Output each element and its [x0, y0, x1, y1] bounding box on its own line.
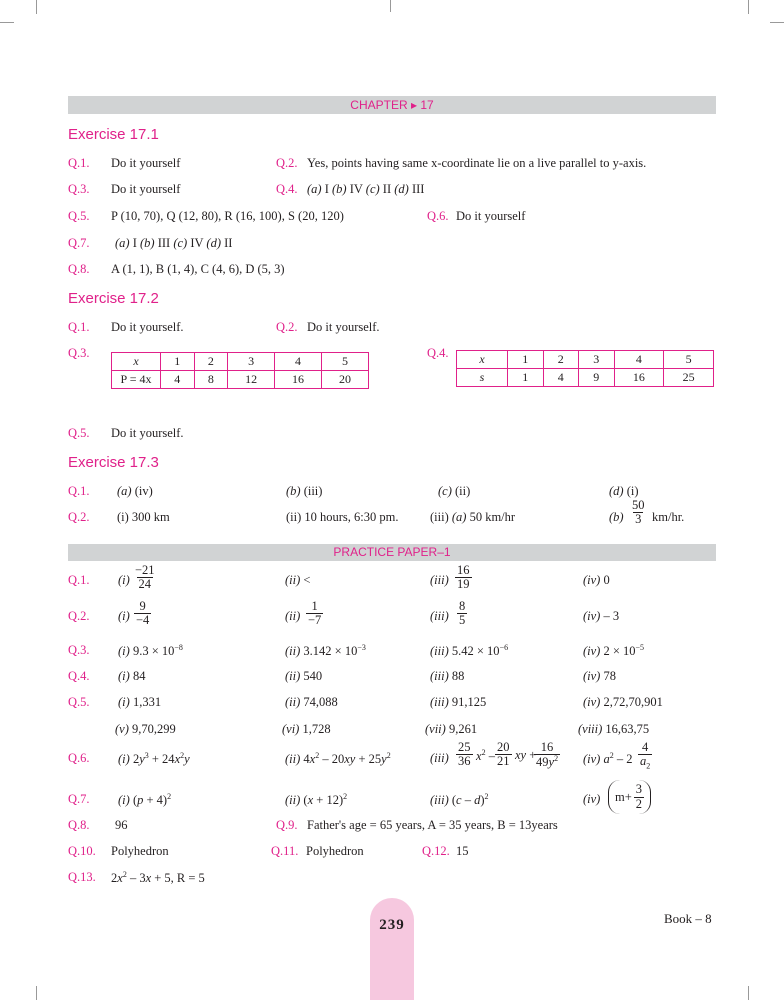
answer-text: (ii) 10 hours, 6:30 pm.: [286, 510, 399, 524]
option-marker: (a): [307, 182, 322, 196]
book-label: Book – 8: [664, 911, 712, 926]
exercise-17-1-title: Exercise 17.1: [68, 126, 159, 143]
option-marker: (a): [115, 236, 130, 250]
question-label: Q.7.: [68, 236, 90, 250]
answer-option: (iii) (c – d)$^2$: [430, 792, 489, 808]
answer-option: (ii) $3.142 \times 10^{-3}$: [285, 643, 366, 659]
table-cell: 4: [161, 371, 195, 389]
answer-option: (iv) 2,72,70,901: [583, 695, 663, 709]
question-label: Q.8.: [68, 818, 90, 832]
answer-option: (i) $9.3 \times 10^{-8}$: [118, 643, 183, 659]
question-label: Q.5.: [68, 426, 90, 440]
answer-options: [307, 182, 424, 197]
answer-text: III: [411, 182, 425, 196]
answer-option: (c) (ii): [438, 484, 471, 498]
answer-text: Polyhedron: [306, 844, 364, 858]
answer-option: (viii) 16,63,75: [578, 722, 650, 736]
exercise-17-2-title: Exercise 17.2: [68, 290, 159, 307]
answer-option: (d) (i): [609, 484, 639, 498]
question-label: Q.12.: [422, 844, 450, 858]
question-label: Q.2.: [68, 609, 90, 623]
question-label: Q.4.: [427, 346, 449, 360]
fraction: $\frac{4}{a_2}$: [640, 740, 651, 771]
answer-option: (vi) 1,728: [282, 722, 331, 736]
answer-text: Do it yourself: [456, 209, 526, 223]
question-label: Q.10.: [68, 844, 96, 858]
answer-text: Do it yourself.: [307, 320, 380, 334]
table-cell: 3: [579, 351, 615, 369]
exercise-17-3-title: Exercise 17.3: [68, 454, 159, 471]
page-number: 239: [379, 917, 405, 933]
fraction: $\frac{9}{-4}$: [136, 599, 150, 628]
crop-mark: [770, 22, 784, 23]
question-label: Q.5.: [68, 209, 90, 223]
table-cell: 2: [194, 353, 228, 371]
answer-text: II: [382, 182, 392, 196]
question-label: Q.4.: [276, 182, 298, 196]
question-label: Q.1.: [68, 320, 90, 334]
answer-option: (iii) (a) 50 km/hr: [430, 510, 516, 524]
option-marker: (d): [394, 182, 409, 196]
math-term: xy +: [515, 748, 537, 762]
answer-option: (a) (iv): [117, 484, 153, 498]
option-marker: (c): [173, 236, 188, 250]
answer-text: 96: [115, 818, 128, 832]
table-row: [112, 371, 369, 389]
answer-text: IV: [349, 182, 363, 196]
paren-expression: [608, 780, 651, 814]
table-cell: 1: [161, 353, 195, 371]
question-label: Q.6.: [427, 209, 449, 223]
answer-option: (ii) $4x^2 - 20xy + 25y^2$: [285, 751, 391, 767]
answer-text: Do it yourself: [111, 182, 181, 196]
answer-option: (ii) 74,088: [285, 695, 338, 709]
table-cell: 1: [508, 351, 544, 369]
table-cell: 9: [579, 369, 615, 387]
answer-option: (ii) $(x + 12)^2$: [285, 792, 348, 808]
table-cell: x: [112, 353, 161, 371]
table-cell: 25: [664, 369, 714, 387]
question-label: Q.5.: [68, 695, 90, 709]
question-label: Q.4.: [68, 669, 90, 683]
question-label: Q.3.: [68, 643, 90, 657]
table-row: [112, 353, 369, 371]
page-number-tab: [370, 898, 414, 1000]
fraction: $\frac{3}{2}$: [635, 782, 643, 811]
fraction: $\frac{-21}{24}$: [135, 563, 155, 592]
question-label: Q.13.: [68, 870, 96, 884]
table-cell: 3: [228, 353, 275, 371]
answer-options: [115, 236, 232, 251]
answer-text: I: [132, 236, 137, 250]
answer-option: (iv) $2 \times 10^{-5}$: [583, 643, 645, 659]
answer-option: (iii) 91,125: [430, 695, 487, 709]
option-marker: (c): [365, 182, 380, 196]
values-table-q4: [456, 350, 714, 387]
question-label: Q.1.: [68, 156, 90, 170]
answer-option: (iii) 88: [430, 669, 465, 683]
option-marker: (iii): [430, 573, 449, 587]
option-marker: (b): [332, 182, 347, 196]
question-label: Q.3.: [68, 346, 90, 360]
table-cell: 16: [614, 369, 664, 387]
option-marker: (d): [206, 236, 221, 250]
math-term: m+: [615, 789, 632, 804]
table-cell: 12: [228, 371, 275, 389]
answer-text: Do it yourself.: [111, 320, 184, 334]
table-cell: 5: [322, 353, 369, 371]
answer-option: (iii) $5.42 \times 10^{-6}$: [430, 643, 509, 659]
answer-option: (iv) 0: [583, 573, 610, 587]
answer-option: (ii) <: [285, 573, 311, 587]
question-label: Q.8.: [68, 262, 90, 276]
question-label: Q.7.: [68, 792, 90, 806]
fraction: $\frac{25}{36}$: [458, 740, 471, 769]
chapter-title: CHAPTER ▸ 17: [350, 98, 434, 112]
table-cell: 4: [543, 369, 579, 387]
answer-text: Do it yourself.: [111, 426, 184, 440]
fraction: $\frac{20}{21}$: [497, 740, 510, 769]
practice-paper-title: PRACTICE PAPER–1: [333, 545, 451, 559]
fraction: $\frac{1}{-7}$: [308, 599, 322, 628]
answer-option: (iv) – 3: [583, 609, 620, 623]
answer-text: Father's age = 65 years, A = 35 years, B = 13years: [307, 818, 558, 832]
option-marker: (i): [118, 609, 130, 623]
question-label: Q.11.: [271, 844, 299, 858]
answer-text: $2x^2 - 3x + 5$, R = 5: [111, 870, 205, 886]
option-marker: (ii): [285, 609, 301, 623]
crop-mark: [390, 0, 391, 12]
answer-option: (i) $2y^3 + 24x^2y$: [118, 751, 190, 767]
question-label: Q.2.: [68, 510, 90, 524]
crop-mark: [0, 22, 14, 23]
crop-mark: [36, 0, 37, 14]
question-label: Q.2.: [276, 156, 298, 170]
table-cell: 4: [275, 353, 322, 371]
question-label: Q.2.: [276, 320, 298, 334]
answer-text: IV: [190, 236, 204, 250]
option-marker: (iv): [583, 792, 601, 806]
table-cell: P = 4x: [112, 371, 161, 389]
table-cell: 4: [614, 351, 664, 369]
question-label: Q.1.: [68, 573, 90, 587]
option-marker: (b): [609, 510, 624, 524]
crop-mark: [748, 986, 749, 1000]
table-cell: x: [457, 351, 508, 369]
answer-text: Polyhedron: [111, 844, 169, 858]
option-marker: (b): [140, 236, 155, 250]
answer-text: P (10, 70), Q (12, 80), R (16, 100), S (20, 120): [111, 209, 344, 223]
fraction: $\frac{16}{49y^2}$: [536, 740, 559, 770]
answer-option: (ii) 540: [285, 669, 323, 683]
answer-option: (b) (iii): [286, 484, 323, 498]
question-label: Q.3.: [68, 182, 90, 196]
option-marker: (i): [118, 573, 130, 587]
table-cell: 20: [322, 371, 369, 389]
option-marker: (iv) $a^2 - 2$: [583, 751, 633, 767]
answer-option: (iv) 78: [583, 669, 616, 683]
question-label: Q.1.: [68, 484, 90, 498]
option-marker: (iii): [430, 609, 449, 623]
answer-option: (vii) 9,261: [425, 722, 478, 736]
answer-text: Yes, points having same x-coordinate lie on a live parallel to y-axis.: [307, 156, 647, 170]
table-cell: 16: [275, 371, 322, 389]
table-row: [457, 351, 714, 369]
answer-text: km/hr.: [652, 510, 685, 524]
option-marker: (iii): [430, 751, 449, 765]
crop-mark: [748, 0, 749, 14]
table-row: [457, 369, 714, 387]
fraction: $\frac{50}{3}$: [632, 498, 645, 527]
answer-text: III: [157, 236, 171, 250]
answer-option: (i) 1,331: [118, 695, 162, 709]
table-cell: 2: [543, 351, 579, 369]
values-table-q3: [111, 352, 369, 389]
fraction: $\frac{16}{19}$: [457, 563, 470, 592]
math-term: $x^2$ –: [476, 748, 495, 764]
answer-text: (i) 300 km: [117, 510, 170, 524]
answer-text: Do it yourself: [111, 156, 181, 170]
table-cell: s: [457, 369, 508, 387]
question-label: Q.9.: [276, 818, 298, 832]
answer-option: (v) 9,70,299: [115, 722, 176, 736]
crop-mark: [36, 986, 37, 1000]
table-cell: 8: [194, 371, 228, 389]
answer-option: (i) $(p + 4)^2$: [118, 792, 172, 808]
answer-text: I: [324, 182, 329, 196]
answer-text: 15: [456, 844, 469, 858]
answer-text: A (1, 1), B (1, 4), C (4, 6), D (5, 3): [111, 262, 285, 276]
question-label: Q.6.: [68, 751, 90, 765]
table-cell: 5: [664, 351, 714, 369]
fraction: $\frac{8}{5}$: [459, 599, 466, 628]
table-cell: 1: [508, 369, 544, 387]
answer-text: II: [224, 236, 233, 250]
answer-option: (i) 84: [118, 669, 146, 683]
